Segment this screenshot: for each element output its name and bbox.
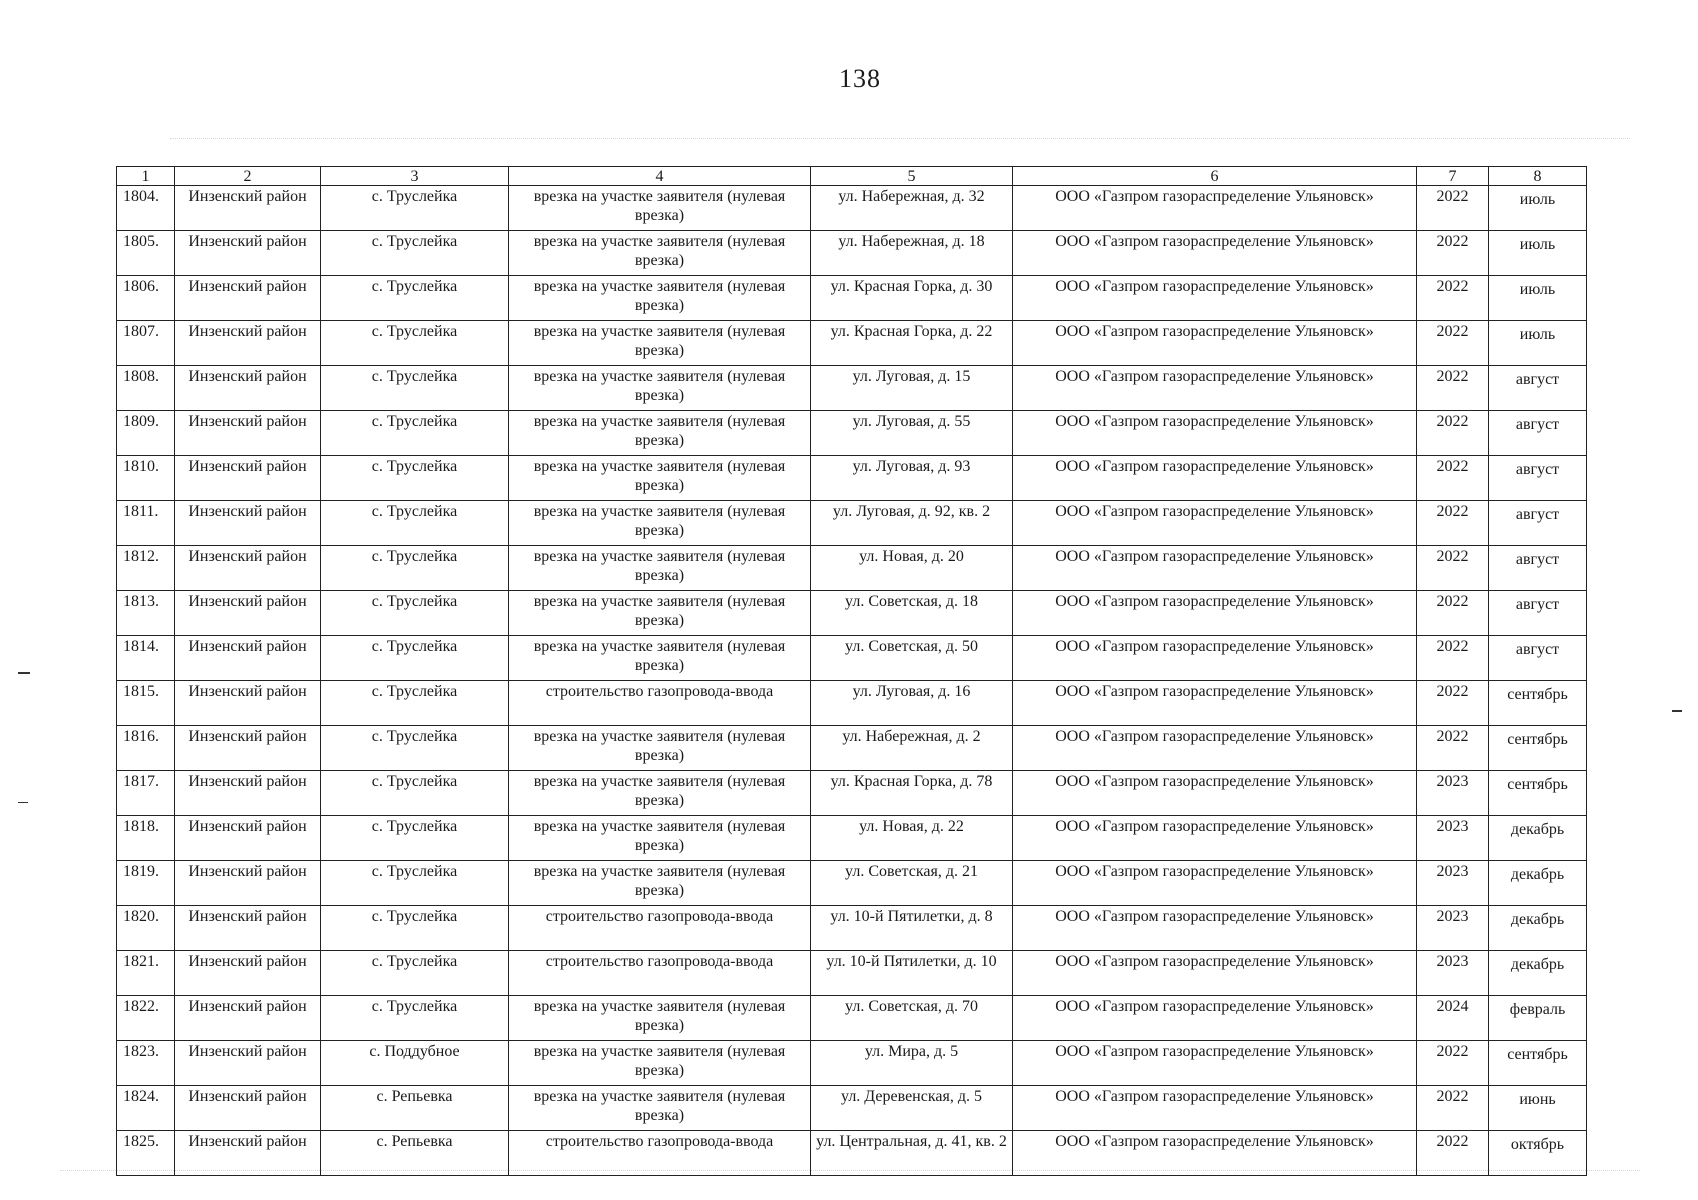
table-row [117,906,1587,951]
organization-cell: ООО «Газпром газораспределение Ульяновск» [1013,861,1417,906]
district-cell: Инзенский район [175,1131,321,1176]
year-cell: 2023 [1417,771,1489,816]
year-cell: 2022 [1417,636,1489,681]
work-type-cell: врезка на участке заявителя (нулевая врезка) [509,1086,811,1131]
header-cell: 7 [1417,167,1489,186]
organization-cell: ООО «Газпром газораспределение Ульяновск» [1013,411,1417,456]
table-row [117,231,1587,276]
table-row [117,366,1587,411]
month-cell: август [1489,366,1587,411]
table-row [117,861,1587,906]
address-cell: ул. Советская, д. 18 [811,591,1013,636]
month-cell: август [1489,501,1587,546]
table-row [117,501,1587,546]
district-cell: Инзенский район [175,501,321,546]
work-type-cell: строительство газопровода-ввода [509,681,811,726]
year-cell: 2022 [1417,681,1489,726]
row-number-cell: 1816. [117,726,175,771]
year-cell: 2023 [1417,816,1489,861]
year-cell: 2022 [1417,726,1489,771]
margin-mark [18,802,28,803]
header-cell: 3 [321,167,509,186]
work-type-cell: врезка на участке заявителя (нулевая врезка) [509,231,811,276]
table-row [117,636,1587,681]
address-cell: ул. Красная Горка, д. 78 [811,771,1013,816]
row-number-cell: 1810. [117,456,175,501]
month-cell: июль [1489,186,1587,231]
organization-cell: ООО «Газпром газораспределение Ульяновск» [1013,816,1417,861]
table-row [117,996,1587,1041]
work-type-cell: врезка на участке заявителя (нулевая врезка) [509,996,811,1041]
address-cell: ул. Центральная, д. 41, кв. 2 [811,1131,1013,1176]
address-cell: ул. Красная Горка, д. 22 [811,321,1013,366]
organization-cell: ООО «Газпром газораспределение Ульяновск» [1013,771,1417,816]
settlement-cell: с. Труслейка [321,456,509,501]
row-number-cell: 1806. [117,276,175,321]
header-cell: 2 [175,167,321,186]
row-number-cell: 1808. [117,366,175,411]
organization-cell: ООО «Газпром газораспределение Ульяновск» [1013,636,1417,681]
row-number-cell: 1818. [117,816,175,861]
organization-cell: ООО «Газпром газораспределение Ульяновск» [1013,681,1417,726]
address-cell: ул. Советская, д. 70 [811,996,1013,1041]
address-cell: ул. Новая, д. 20 [811,546,1013,591]
table-row [117,1041,1587,1086]
address-cell: ул. Советская, д. 21 [811,861,1013,906]
header-cell: 1 [117,167,175,186]
margin-mark [1672,710,1682,712]
header-cell: 8 [1489,167,1587,186]
table-row [117,1131,1587,1176]
row-number-cell: 1822. [117,996,175,1041]
row-number-cell: 1821. [117,951,175,996]
address-cell: ул. Луговая, д. 15 [811,366,1013,411]
district-cell: Инзенский район [175,321,321,366]
district-cell: Инзенский район [175,456,321,501]
settlement-cell: с. Труслейка [321,321,509,366]
header-cell: 5 [811,167,1013,186]
year-cell: 2024 [1417,996,1489,1041]
address-cell: ул. Набережная, д. 2 [811,726,1013,771]
organization-cell: ООО «Газпром газораспределение Ульяновск» [1013,186,1417,231]
month-cell: сентябрь [1489,726,1587,771]
month-cell: июль [1489,231,1587,276]
year-cell: 2022 [1417,321,1489,366]
district-cell: Инзенский район [175,681,321,726]
district-cell: Инзенский район [175,546,321,591]
table-row [117,546,1587,591]
settlement-cell: с. Поддубное [321,1041,509,1086]
table-row [117,186,1587,231]
organization-cell: ООО «Газпром газораспределение Ульяновск» [1013,321,1417,366]
district-cell: Инзенский район [175,951,321,996]
settlement-cell: с. Труслейка [321,996,509,1041]
year-cell: 2022 [1417,1041,1489,1086]
address-cell: ул. Луговая, д. 16 [811,681,1013,726]
district-cell: Инзенский район [175,591,321,636]
table-row [117,456,1587,501]
year-cell: 2023 [1417,951,1489,996]
organization-cell: ООО «Газпром газораспределение Ульяновск» [1013,726,1417,771]
month-cell: июль [1489,321,1587,366]
month-cell: август [1489,411,1587,456]
district-cell: Инзенский район [175,411,321,456]
settlement-cell: с. Труслейка [321,186,509,231]
row-number-cell: 1807. [117,321,175,366]
work-type-cell: строительство газопровода-ввода [509,1131,811,1176]
settlement-cell: с. Труслейка [321,591,509,636]
work-type-cell: врезка на участке заявителя (нулевая врезка) [509,1041,811,1086]
organization-cell: ООО «Газпром газораспределение Ульяновск» [1013,366,1417,411]
work-type-cell: врезка на участке заявителя (нулевая врезка) [509,726,811,771]
address-cell: ул. Луговая, д. 92, кв. 2 [811,501,1013,546]
settlement-cell: с. Труслейка [321,771,509,816]
year-cell: 2022 [1417,1086,1489,1131]
scan-artifact-top [170,138,1630,153]
district-cell: Инзенский район [175,861,321,906]
header-cell: 4 [509,167,811,186]
district-cell: Инзенский район [175,366,321,411]
work-type-cell: врезка на участке заявителя (нулевая врезка) [509,321,811,366]
address-cell: ул. Мира, д. 5 [811,1041,1013,1086]
year-cell: 2022 [1417,231,1489,276]
address-cell: ул. Деревенская, д. 5 [811,1086,1013,1131]
row-number-cell: 1820. [117,906,175,951]
month-cell: декабрь [1489,816,1587,861]
settlement-cell: с. Труслейка [321,906,509,951]
row-number-cell: 1824. [117,1086,175,1131]
settlement-cell: с. Труслейка [321,861,509,906]
margin-mark [18,672,30,674]
organization-cell: ООО «Газпром газораспределение Ульяновск» [1013,906,1417,951]
organization-cell: ООО «Газпром газораспределение Ульяновск» [1013,546,1417,591]
year-cell: 2022 [1417,186,1489,231]
work-type-cell: врезка на участке заявителя (нулевая врезка) [509,591,811,636]
work-type-cell: врезка на участке заявителя (нулевая врезка) [509,546,811,591]
address-cell: ул. Набережная, д. 18 [811,231,1013,276]
year-cell: 2022 [1417,411,1489,456]
header-cell: 6 [1013,167,1417,186]
organization-cell: ООО «Газпром газораспределение Ульяновск» [1013,231,1417,276]
work-type-cell: строительство газопровода-ввода [509,906,811,951]
district-cell: Инзенский район [175,996,321,1041]
district-cell: Инзенский район [175,1041,321,1086]
work-type-cell: врезка на участке заявителя (нулевая врезка) [509,366,811,411]
settlement-cell: с. Труслейка [321,636,509,681]
year-cell: 2022 [1417,1131,1489,1176]
work-type-cell: строительство газопровода-ввода [509,951,811,996]
work-type-cell: врезка на участке заявителя (нулевая врезка) [509,501,811,546]
district-cell: Инзенский район [175,726,321,771]
address-cell: ул. Новая, д. 22 [811,816,1013,861]
organization-cell: ООО «Газпром газораспределение Ульяновск» [1013,276,1417,321]
row-number-cell: 1809. [117,411,175,456]
month-cell: декабрь [1489,951,1587,996]
organization-cell: ООО «Газпром газораспределение Ульяновск» [1013,501,1417,546]
table-row [117,681,1587,726]
work-type-cell: врезка на участке заявителя (нулевая врезка) [509,816,811,861]
organization-cell: ООО «Газпром газораспределение Ульяновск» [1013,591,1417,636]
district-cell: Инзенский район [175,906,321,951]
table-row [117,951,1587,996]
table-row [117,321,1587,366]
address-cell: ул. Набережная, д. 32 [811,186,1013,231]
table-header-row [117,167,1587,186]
address-cell: ул. Луговая, д. 93 [811,456,1013,501]
settlement-cell: с. Труслейка [321,411,509,456]
month-cell: сентябрь [1489,1041,1587,1086]
organization-cell: ООО «Газпром газораспределение Ульяновск» [1013,1086,1417,1131]
month-cell: декабрь [1489,861,1587,906]
work-type-cell: врезка на участке заявителя (нулевая врезка) [509,636,811,681]
year-cell: 2022 [1417,591,1489,636]
settlement-cell: с. Труслейка [321,231,509,276]
registry-table [116,166,1587,1176]
settlement-cell: с. Репьевка [321,1086,509,1131]
work-type-cell: врезка на участке заявителя (нулевая врезка) [509,276,811,321]
work-type-cell: врезка на участке заявителя (нулевая врезка) [509,411,811,456]
month-cell: сентябрь [1489,681,1587,726]
table-body [117,186,1587,1176]
row-number-cell: 1825. [117,1131,175,1176]
year-cell: 2023 [1417,906,1489,951]
settlement-cell: с. Труслейка [321,951,509,996]
organization-cell: ООО «Газпром газораспределение Ульяновск» [1013,1041,1417,1086]
table-row [117,726,1587,771]
month-cell: декабрь [1489,906,1587,951]
settlement-cell: с. Труслейка [321,816,509,861]
settlement-cell: с. Труслейка [321,366,509,411]
month-cell: октябрь [1489,1131,1587,1176]
settlement-cell: с. Труслейка [321,681,509,726]
year-cell: 2022 [1417,366,1489,411]
year-cell: 2022 [1417,546,1489,591]
year-cell: 2022 [1417,501,1489,546]
row-number-cell: 1817. [117,771,175,816]
row-number-cell: 1819. [117,861,175,906]
organization-cell: ООО «Газпром газораспределение Ульяновск» [1013,1131,1417,1176]
table-row [117,816,1587,861]
table-row [117,771,1587,816]
month-cell: июль [1489,276,1587,321]
year-cell: 2022 [1417,276,1489,321]
district-cell: Инзенский район [175,636,321,681]
table-row [117,591,1587,636]
work-type-cell: врезка на участке заявителя (нулевая врезка) [509,861,811,906]
district-cell: Инзенский район [175,231,321,276]
table-row [117,411,1587,456]
page-number: 138 [839,64,881,93]
table-row [117,276,1587,321]
address-cell: ул. 10-й Пятилетки, д. 10 [811,951,1013,996]
row-number-cell: 1812. [117,546,175,591]
row-number-cell: 1804. [117,186,175,231]
settlement-cell: с. Труслейка [321,501,509,546]
organization-cell: ООО «Газпром газораспределение Ульяновск» [1013,951,1417,996]
settlement-cell: с. Труслейка [321,546,509,591]
address-cell: ул. Красная Горка, д. 30 [811,276,1013,321]
address-cell: ул. Луговая, д. 55 [811,411,1013,456]
row-number-cell: 1815. [117,681,175,726]
organization-cell: ООО «Газпром газораспределение Ульяновск» [1013,456,1417,501]
row-number-cell: 1823. [117,1041,175,1086]
address-cell: ул. 10-й Пятилетки, д. 8 [811,906,1013,951]
month-cell: август [1489,546,1587,591]
month-cell: февраль [1489,996,1587,1041]
work-type-cell: врезка на участке заявителя (нулевая врезка) [509,456,811,501]
table-row [117,1086,1587,1131]
month-cell: август [1489,456,1587,501]
district-cell: Инзенский район [175,771,321,816]
district-cell: Инзенский район [175,1086,321,1131]
work-type-cell: врезка на участке заявителя (нулевая врезка) [509,771,811,816]
address-cell: ул. Советская, д. 50 [811,636,1013,681]
row-number-cell: 1811. [117,501,175,546]
district-cell: Инзенский район [175,816,321,861]
district-cell: Инзенский район [175,276,321,321]
month-cell: сентябрь [1489,771,1587,816]
month-cell: июнь [1489,1086,1587,1131]
year-cell: 2023 [1417,861,1489,906]
row-number-cell: 1813. [117,591,175,636]
district-cell: Инзенский район [175,186,321,231]
work-type-cell: врезка на участке заявителя (нулевая врезка) [509,186,811,231]
month-cell: август [1489,591,1587,636]
settlement-cell: с. Труслейка [321,726,509,771]
month-cell: август [1489,636,1587,681]
year-cell: 2022 [1417,456,1489,501]
row-number-cell: 1814. [117,636,175,681]
settlement-cell: с. Труслейка [321,276,509,321]
organization-cell: ООО «Газпром газораспределение Ульяновск» [1013,996,1417,1041]
settlement-cell: с. Репьевка [321,1131,509,1176]
row-number-cell: 1805. [117,231,175,276]
